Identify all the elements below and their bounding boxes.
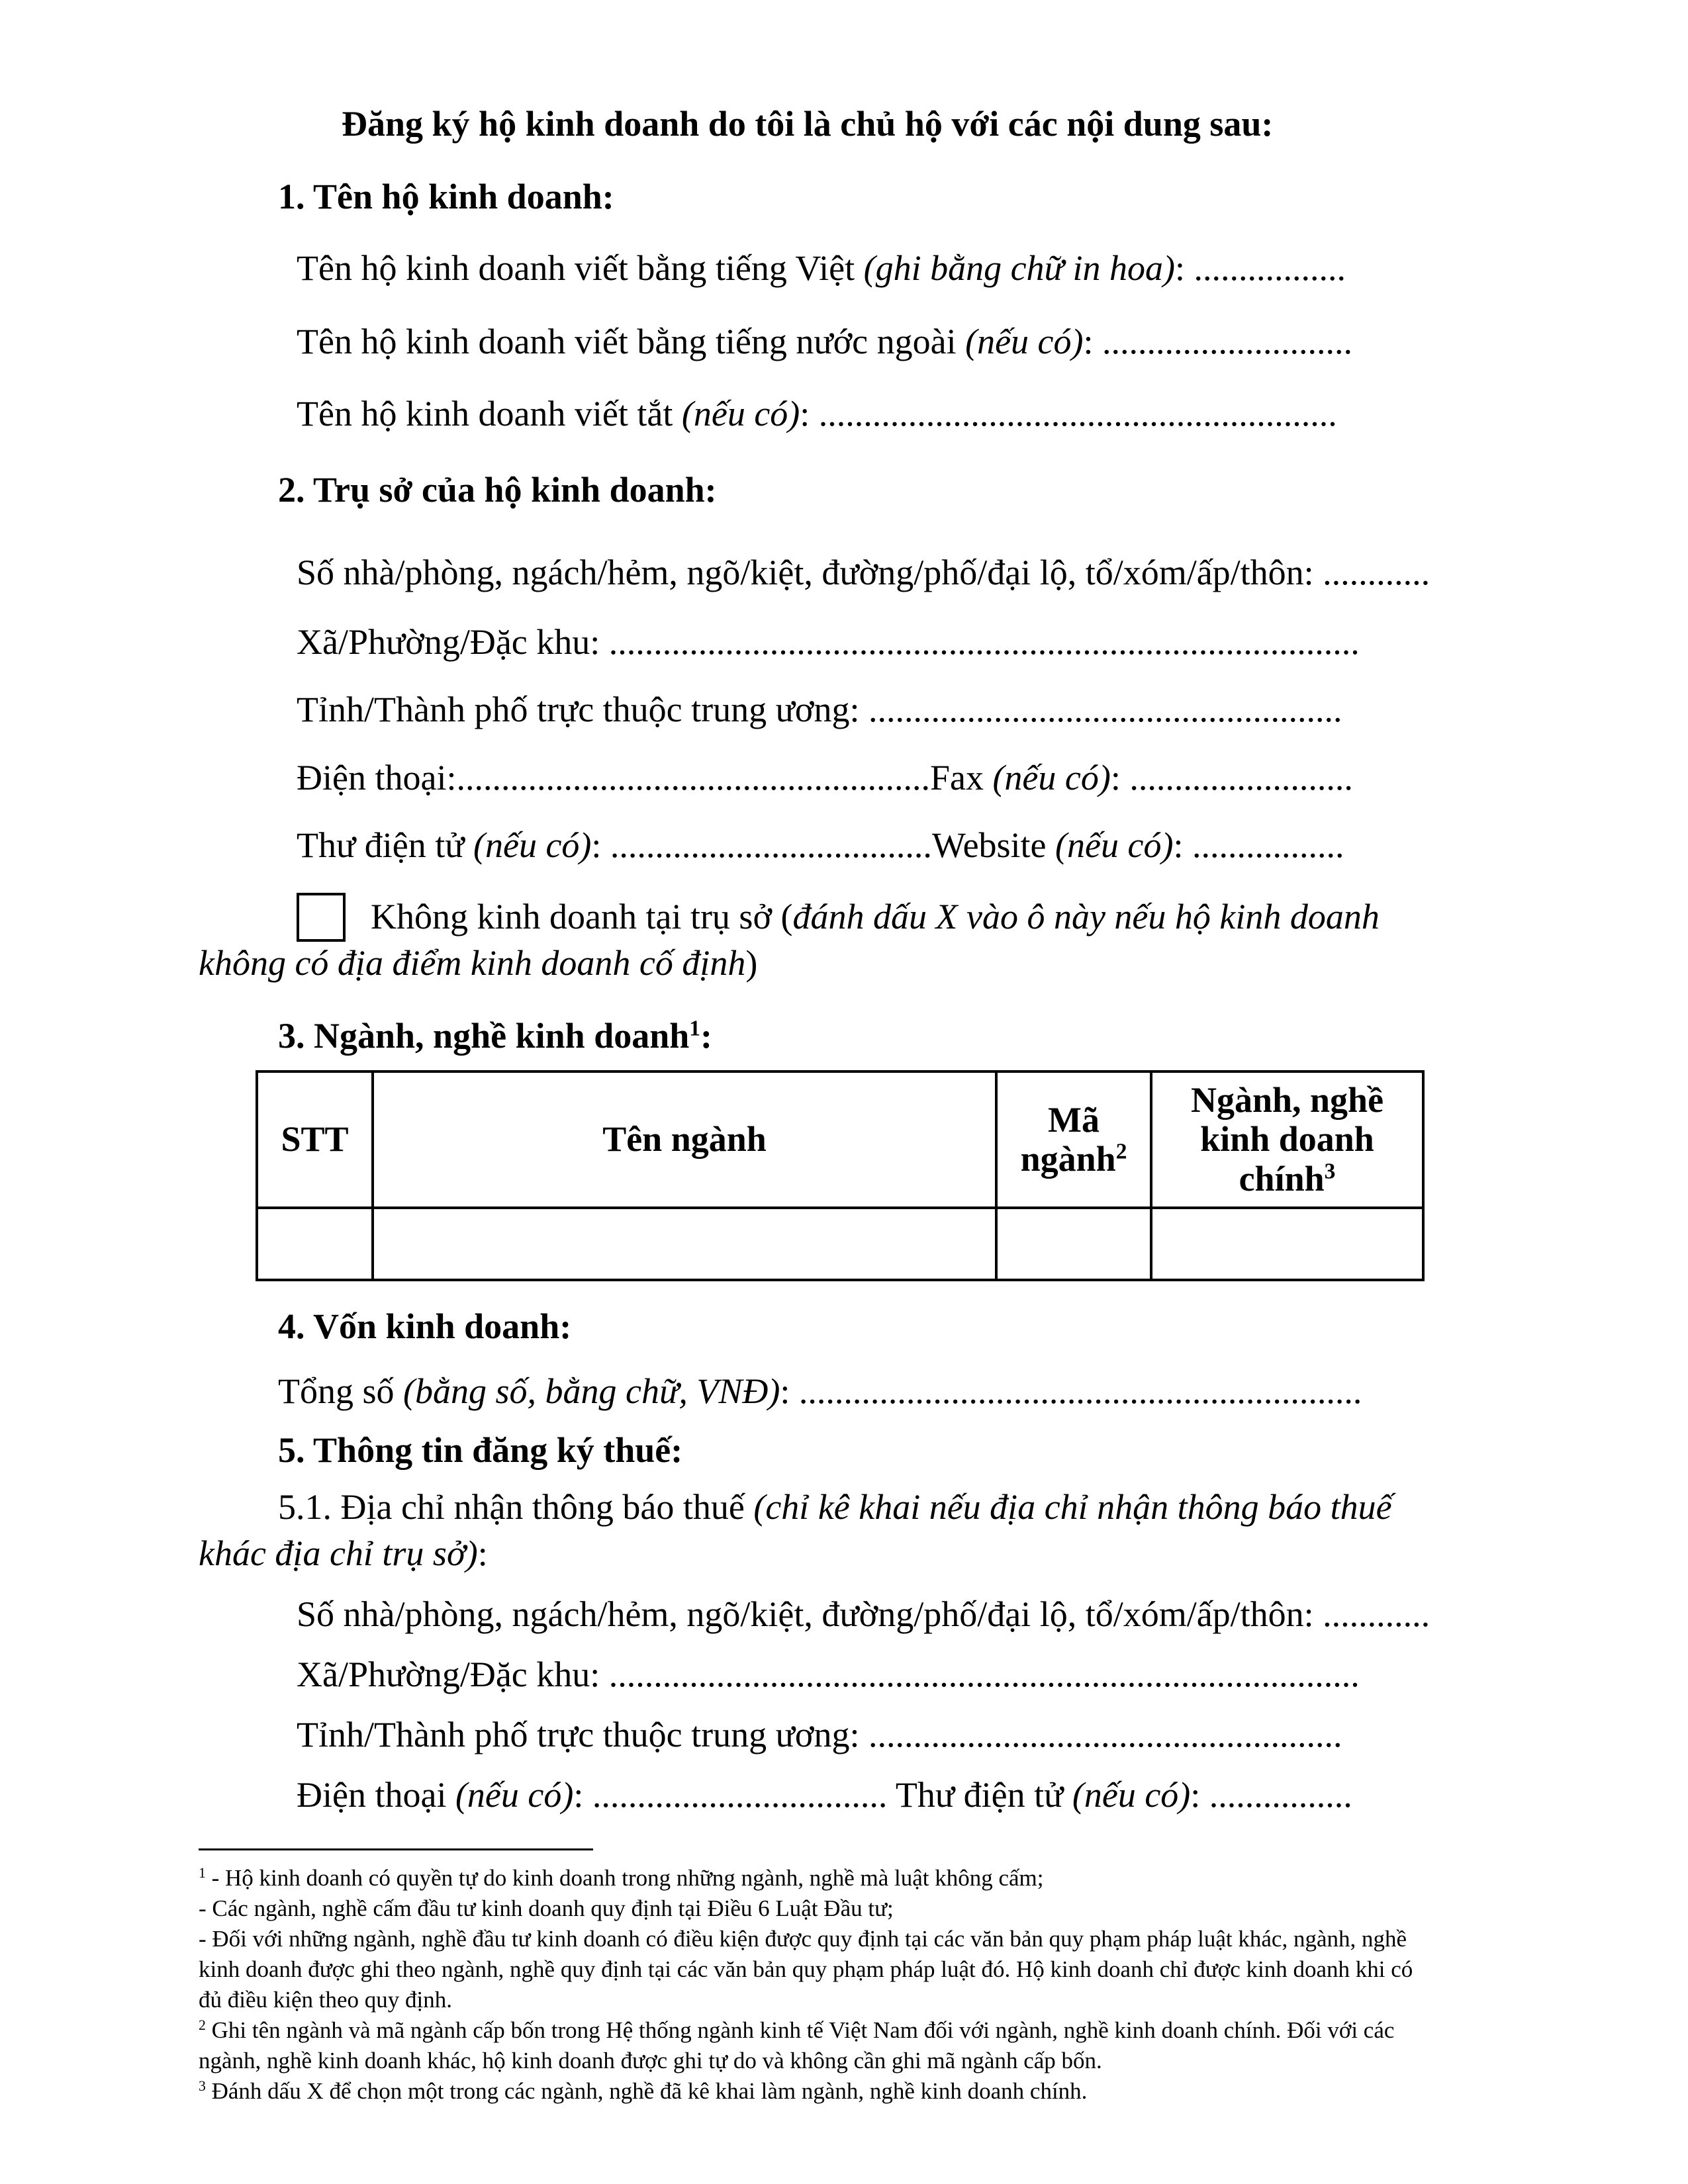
field-business-name-foreign[interactable]: Tên hộ kinh doanh viết bằng tiếng nước ngoài (nếu có): ............................ bbox=[297, 322, 1353, 361]
footnote-1-line3: - Đối với những ngành, nghề đầu tư kinh doanh có điều kiện được quy định tại các văn bản quy phạm pháp luật khác, ngành, nghề bbox=[199, 1926, 1407, 1952]
section4-heading: 4. Vốn kinh doanh: bbox=[278, 1306, 572, 1346]
field-tax-province[interactable]: Tỉnh/Thành phố trực thuộc trung ương: ..................................................... bbox=[297, 1715, 1342, 1754]
tax-address-intro-line1: 5.1. Địa chỉ nhận thông báo thuế (chỉ kê khai nếu địa chỉ nhận thông báo thuế bbox=[278, 1487, 1392, 1527]
field-tax-ward[interactable]: Xã/Phường/Đặc khu: .................................................................................... bbox=[297, 1655, 1360, 1694]
column-header-stt: STT bbox=[257, 1071, 373, 1208]
cell-stt[interactable] bbox=[257, 1208, 373, 1280]
table-header-row bbox=[257, 1071, 1423, 1208]
table-row bbox=[257, 1208, 1423, 1280]
column-header-main-line: Ngành, nghề kinh doanh chính$^3$ bbox=[1151, 1071, 1423, 1208]
no-fixed-location-checkbox[interactable] bbox=[297, 893, 346, 942]
field-hq-province[interactable]: Tỉnh/Thành phố trực thuộc trung ương: ..................................................... bbox=[297, 690, 1342, 729]
checkbox-label-line1: Không kinh doanh tại trụ sở (đánh dấu X vào ô này nếu hộ kinh doanh bbox=[371, 897, 1380, 936]
business-lines-table bbox=[256, 1070, 1425, 1281]
column-header-code: Mã ngành$^2$ bbox=[996, 1071, 1151, 1208]
field-hq-phone-fax[interactable]: Điện thoại:.....................................................Fax (nếu có): ......................... bbox=[297, 758, 1353, 797]
column-header-name: Tên ngành bbox=[373, 1071, 996, 1208]
section1-heading: 1. Tên hộ kinh doanh: bbox=[278, 177, 614, 216]
footnote-2-line1: $^2$ Ghi tên ngành và mã ngành cấp bốn trong Hệ thống ngành kinh tế Việt Nam đối với ngành, nghề kinh doanh chính. Đối với các bbox=[199, 2017, 1395, 2043]
field-business-name-abbrev[interactable]: Tên hộ kinh doanh viết tắt (nếu có): .......................................................... bbox=[297, 394, 1337, 433]
cell-name[interactable] bbox=[373, 1208, 996, 1280]
footnote-1-line5: đủ điều kiện theo quy định. bbox=[199, 1987, 453, 2013]
section2-heading: 2. Trụ sở của hộ kinh doanh: bbox=[278, 470, 717, 510]
footnote-1-line2: - Các ngành, nghề cấm đầu tư kinh doanh quy định tại Điều 6 Luật Đầu tư; bbox=[199, 1895, 894, 1921]
cell-main-line[interactable] bbox=[1151, 1208, 1423, 1280]
form-title: Đăng ký hộ kinh doanh do tôi là chủ hộ với các nội dung sau: bbox=[342, 104, 1274, 144]
section5-heading: 5. Thông tin đăng ký thuế: bbox=[278, 1430, 683, 1470]
field-tax-phone-email[interactable]: Điện thoại (nếu có): ................................. Thư điện tử (nếu có): ................ bbox=[297, 1775, 1352, 1815]
cell-code[interactable] bbox=[996, 1208, 1151, 1280]
field-hq-street-address[interactable]: Số nhà/phòng, ngách/hẻm, ngõ/kiệt, đường/phố/đại lộ, tổ/xóm/ấp/thôn: ............ bbox=[297, 553, 1430, 592]
field-hq-email-website[interactable]: Thư điện tử (nếu có): ....................................Website (nếu có): ................. bbox=[297, 825, 1344, 865]
footnote-3-line1: $^3$ Đánh dấu X để chọn một trong các ngành, nghề đã kê khai làm ngành, nghề kinh doanh chính. bbox=[199, 2078, 1088, 2104]
footnote-1-line1: $^1$ - Hộ kinh doanh có quyền tự do kinh doanh trong những ngành, nghề mà luật không cấm; bbox=[199, 1865, 1044, 1891]
field-tax-street-address[interactable]: Số nhà/phòng, ngách/hẻm, ngõ/kiệt, đường/phố/đại lộ, tổ/xóm/ấp/thôn: ............ bbox=[297, 1594, 1430, 1634]
checkbox-label-line2: không có địa điểm kinh doanh cố định) bbox=[199, 943, 758, 983]
section3-heading: 3. Ngành, nghề kinh doanh$^1$: bbox=[278, 1016, 713, 1056]
footnote-divider bbox=[199, 1848, 593, 1850]
field-capital-total[interactable]: Tổng số (bằng số, bằng chữ, VNĐ): ............................................................... bbox=[278, 1371, 1362, 1411]
field-business-name-vietnamese[interactable]: Tên hộ kinh doanh viết bằng tiếng Việt (ghi bằng chữ in hoa): ................. bbox=[297, 248, 1346, 288]
tax-address-intro-line2: khác địa chỉ trụ sở): bbox=[199, 1533, 488, 1573]
footnote-1-line4: kinh doanh được ghi theo ngành, nghề quy định tại các văn bản quy phạm pháp luật đó. Hộ kinh doanh chỉ được kinh doanh khi có bbox=[199, 1956, 1413, 1982]
footnote-2-line2: ngành, nghề kinh doanh khác, hộ kinh doanh được ghi tự do và không cần ghi mã ngành cấp bốn. bbox=[199, 2048, 1102, 2073]
field-hq-ward[interactable]: Xã/Phường/Đặc khu: .................................................................................... bbox=[297, 622, 1360, 662]
